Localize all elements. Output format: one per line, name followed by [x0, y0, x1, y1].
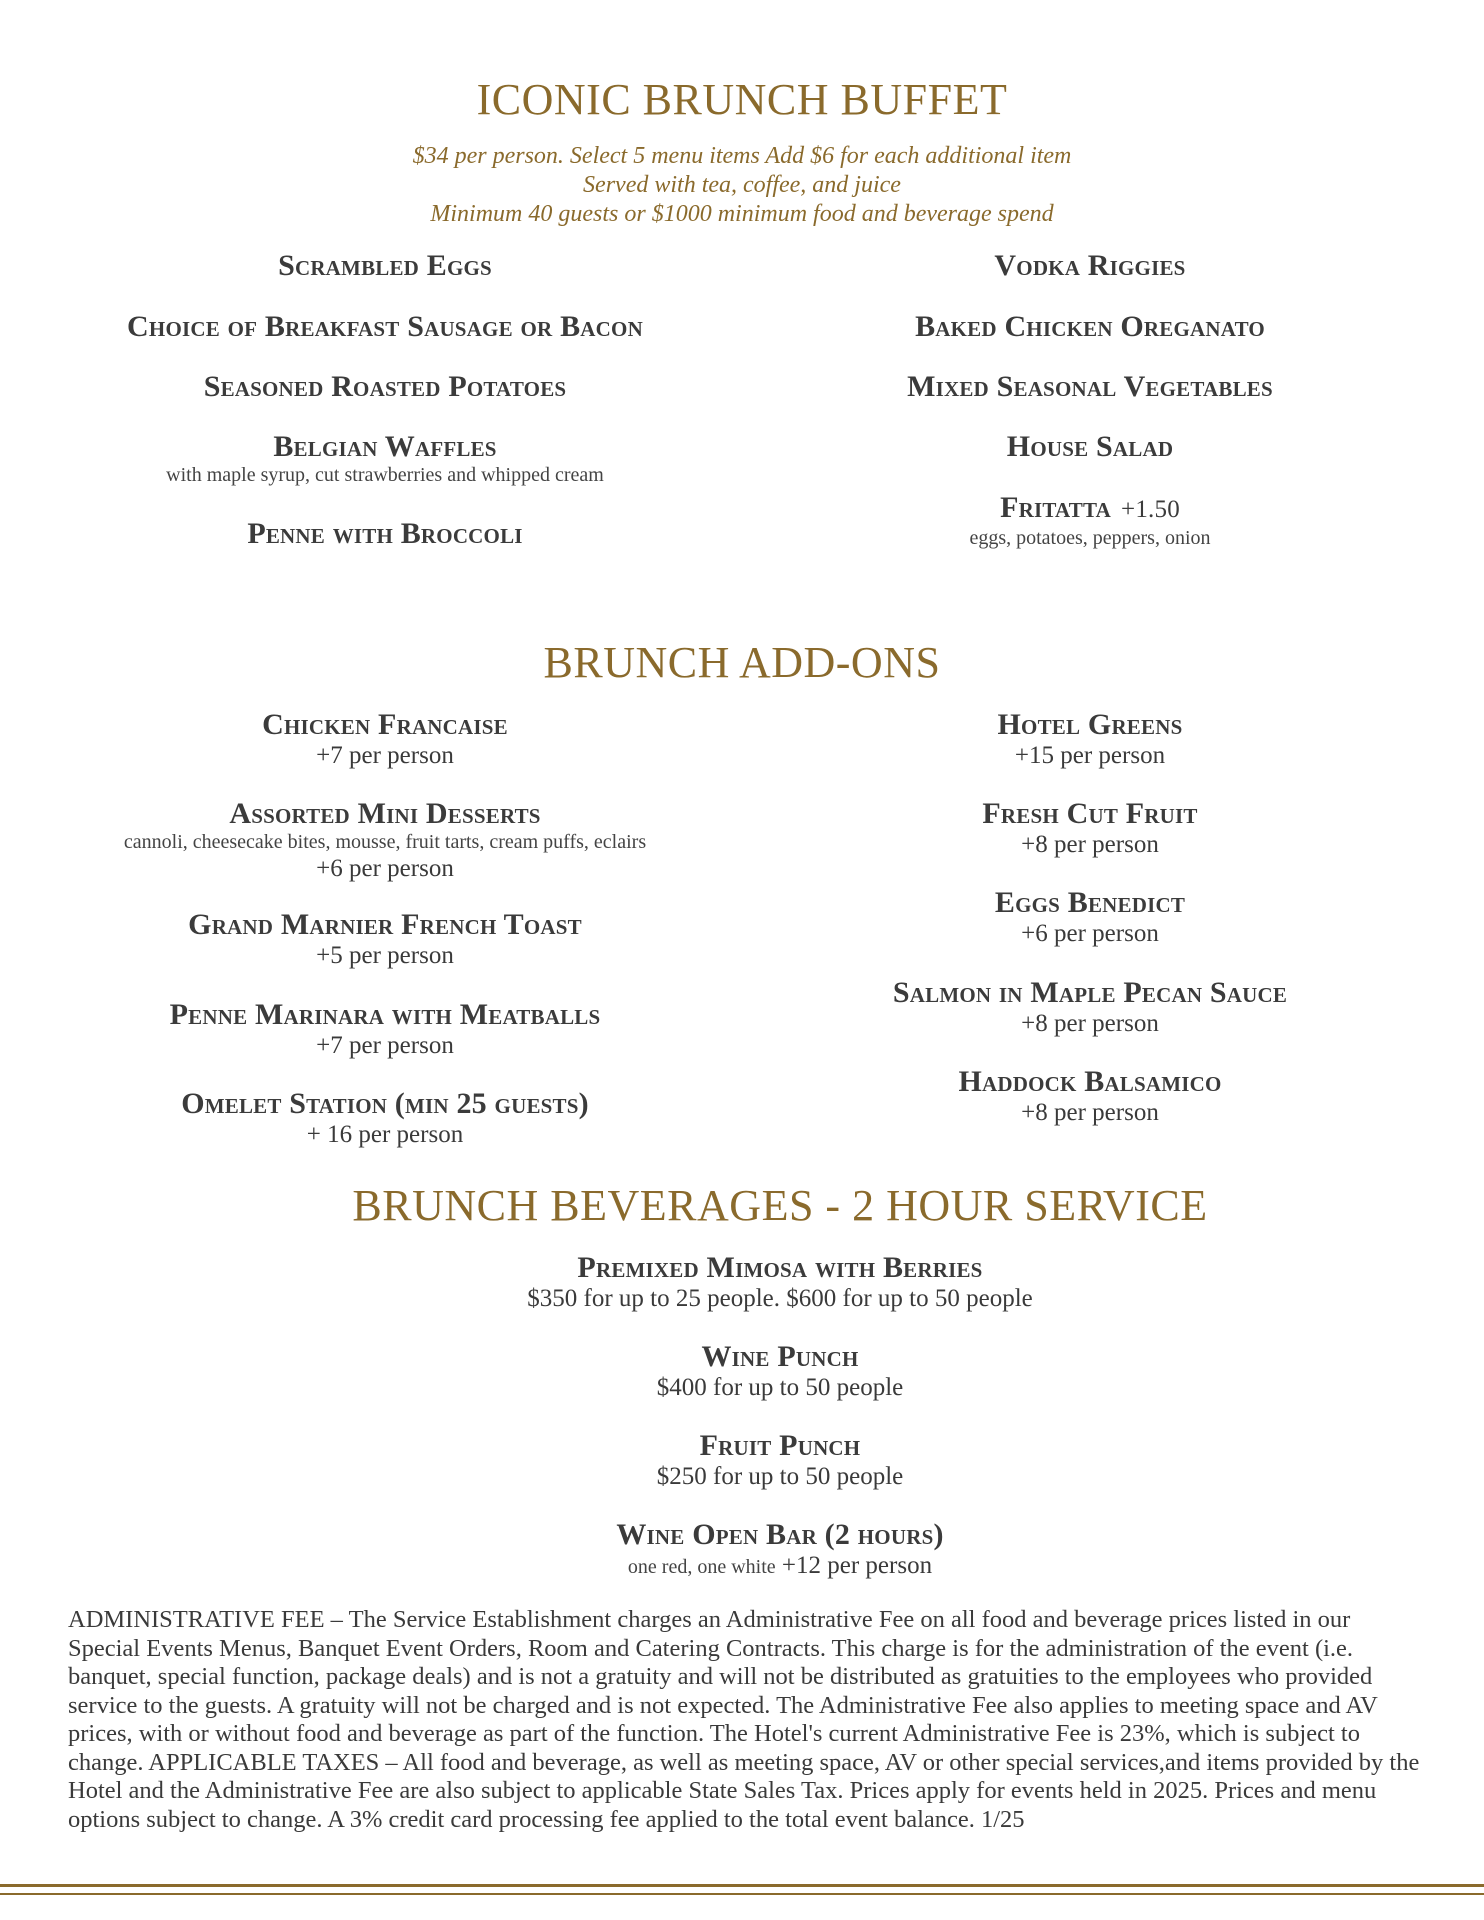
item-name-text: Fritatta: [1000, 491, 1112, 524]
menu-item: [20, 909, 750, 971]
item-price: +8 per person: [1021, 1010, 1159, 1037]
item-name: Seasoned Roasted Potatoes: [203, 370, 567, 403]
item-description: one red, one white: [627, 1556, 776, 1578]
item-name: Omelet Station (min 25 guests): [181, 1087, 589, 1120]
item-name: Mixed Seasonal Vegetables: [907, 370, 1273, 403]
menu-item: [720, 371, 1460, 403]
item-price-line: [0, 1551, 1484, 1581]
item-price: +7 per person: [316, 742, 454, 769]
item-name: Baked Chicken Oreganato: [915, 310, 1265, 343]
buffet-title: ICONIC BRUNCH BUFFET: [476, 75, 1008, 124]
buffet-intro-price: $34 per person. Select 5 menu items Add $6 for each additional item: [412, 143, 1072, 169]
item-name: Premixed Mimosa with Berries: [577, 1251, 983, 1284]
beverage-item: [0, 1341, 1484, 1403]
item-description: cannoli, cheesecake bites, mousse, fruit tarts, cream puffs, eclairs: [123, 831, 647, 853]
buffet-intro-served: Served with tea, coffee, and juice: [583, 172, 901, 198]
item-price: $250 for up to 50 people: [656, 1463, 904, 1490]
item-description: with maple syrup, cut strawberries and whipped cream: [166, 464, 604, 486]
beverages-title: BRUNCH BEVERAGES - 2 HOUR SERVICE: [352, 1181, 1208, 1230]
menu-item: [720, 1066, 1460, 1128]
item-name: Choice of Breakfast Sausage or Bacon: [127, 310, 643, 343]
item-price: +6 per person: [316, 855, 454, 882]
beverage-item: [0, 1519, 1484, 1581]
menu-item: [720, 887, 1460, 949]
menu-item: [720, 311, 1460, 343]
item-name: Eggs Benedict: [994, 886, 1186, 919]
menu-item: [20, 250, 750, 282]
item-price: +7 per person: [316, 1032, 454, 1059]
item-price: +1.50: [1121, 496, 1180, 523]
item-name: Grand Marnier French Toast: [188, 908, 582, 941]
menu-item: [720, 977, 1460, 1039]
menu-item: [20, 518, 750, 550]
item-name: Hotel Greens: [997, 708, 1183, 741]
item-name: Salmon in Maple Pecan Sauce: [892, 976, 1288, 1009]
item-name: Chicken Francaise: [262, 708, 508, 741]
item-price: + 16 per person: [306, 1121, 464, 1148]
item-name: [720, 492, 1460, 526]
item-description: eggs, potatoes, peppers, onion: [969, 527, 1211, 549]
menu-item: [720, 431, 1460, 463]
item-price: $350 for up to 25 people. $600 for up to 50 people: [527, 1285, 1033, 1312]
item-price: +8 per person: [1021, 1099, 1159, 1126]
addons-title: BRUNCH ADD-ONS: [543, 638, 941, 687]
item-name: Wine Punch: [701, 1340, 859, 1373]
menu-item: [20, 1088, 750, 1150]
bottom-rule-thin: [0, 1893, 1484, 1895]
administrative-fee-notice: ADMINISTRATIVE FEE – The Service Establishment charges an Administrative Fee on all food and beverage prices listed in our Special Events Menus, Banquet Event Orders, Room and Catering Contracts. This charge is for the administration of the event (i.e. banquet, special function, package deals) and is not a gratuity and will not be distributed as gratuities to the employees who provided service to the guests. A gratuity will not be charged and is not expected. The Administrative Fee also applies to meeting space and AV prices, with or without food and beverage as part of the function. The Hotel's current Administrative Fee is 23%, which is subject to change. APPLICABLE TAXES – All food and beverage, as well as meeting space, AV or other special services,and items provided by the Hotel and the Administrative Fee are also subject to applicable State Sales Tax. Prices apply for events held in 2025. Prices and menu options subject to change. A 3% credit card processing fee applied to the total event balance. 1/25: [68, 1606, 1420, 1833]
menu-item: [720, 250, 1460, 282]
bottom-rule: [0, 1884, 1484, 1887]
menu-item: [720, 798, 1460, 860]
item-name: Penne with Broccoli: [247, 517, 523, 550]
buffet-intro-minimum: Minimum 40 guests or $1000 minimum food and beverage spend: [430, 201, 1054, 227]
item-name: Assorted Mini Desserts: [229, 797, 541, 830]
menu-item: [20, 709, 750, 771]
item-name: Scrambled Eggs: [278, 249, 492, 282]
item-name: Belgian Waffles: [273, 430, 497, 463]
item-price: +5 per person: [316, 942, 454, 969]
item-name: Fresh Cut Fruit: [982, 797, 1198, 830]
item-name: Wine Open Bar (2 hours): [616, 1518, 944, 1551]
menu-item: [20, 798, 750, 884]
item-price: +12 per person: [781, 1552, 933, 1579]
menu-item: [20, 431, 750, 487]
item-price: $400 for up to 50 people: [656, 1374, 904, 1401]
menu-item: [20, 371, 750, 403]
menu-item: [20, 311, 750, 343]
item-price: +6 per person: [1021, 920, 1159, 947]
item-name: Fruit Punch: [699, 1429, 861, 1462]
item-name: House Salad: [1006, 430, 1174, 463]
item-price: +15 per person: [1014, 742, 1166, 769]
menu-item: [720, 492, 1460, 550]
menu-item: [720, 709, 1460, 771]
item-price: +8 per person: [1021, 831, 1159, 858]
item-name: Penne Marinara with Meatballs: [169, 998, 601, 1031]
beverage-item: [0, 1430, 1484, 1492]
beverage-item: [0, 1252, 1484, 1314]
menu-item: [20, 999, 750, 1061]
item-name: Vodka Riggies: [994, 249, 1186, 282]
item-name: Haddock Balsamico: [958, 1065, 1222, 1098]
